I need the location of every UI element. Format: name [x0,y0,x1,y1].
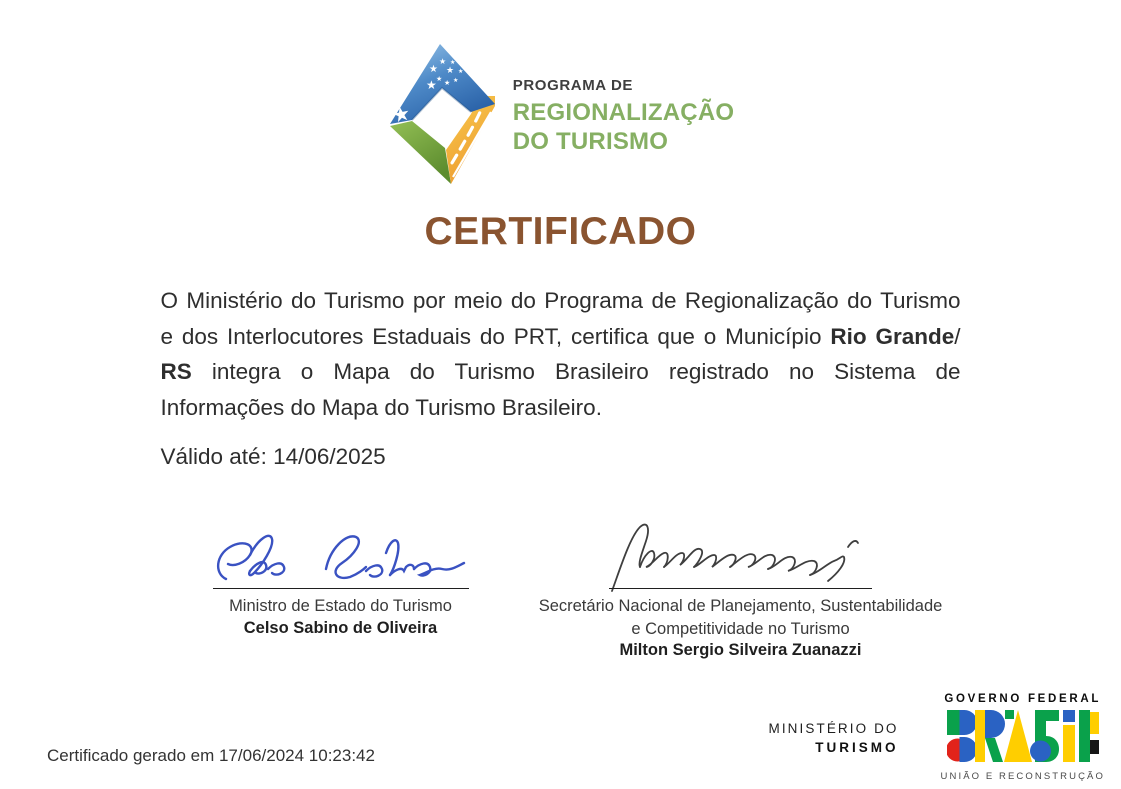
brasil-wordmark-icon [947,710,1099,767]
signature-block-minister [161,502,521,660]
svg-text:★: ★ [438,57,446,66]
program-logo-line3: DO TURISMO [512,127,669,155]
signature-role: Secretário Nacional de Planejamento, Sustentabilidade [538,597,943,615]
validity-text: Válido até: 14/06/2025 [160,444,386,469]
signature-role: Ministro de Estado do Turismo [229,597,452,615]
signature-image-celso [206,502,476,588]
signature-image-milton [596,502,886,588]
ministry-line2: TURISMO [815,739,899,755]
footer-brand [768,693,1105,782]
svg-text:★: ★ [457,68,464,75]
signature-block-secretary [521,502,961,660]
body-line: RS integra o Mapa do Turismo Brasileiro registrado no Sistema de [160,359,961,384]
program-logo-diamond-icon [387,40,497,193]
svg-text:★: ★ [435,75,443,83]
certificate-title: CERTIFICADO [424,210,697,253]
svg-text:★: ★ [428,64,438,75]
body-line: e dos Interlocutores Estaduais do PRT, certifica que o Município Rio Grande/ [160,323,961,349]
program-logo-line1: PROGRAMA DE [512,76,633,94]
generated-note: Certificado gerado em 17/06/2024 10:23:42 [47,746,375,765]
gov-tagline: UNIÃO E RECONSTRUÇÃO [940,771,1105,782]
signature-name: Milton Sergio Silveira Zuanazzi [619,641,862,659]
certificate-body [161,283,961,425]
svg-text:★: ★ [452,77,459,84]
svg-text:★: ★ [445,66,454,76]
body-line: O Ministério do Turismo por meio do Programa de Regionalização do Turismo [160,288,961,313]
ministry-line1: MINISTÉRIO DO [768,720,899,736]
signature-line [213,588,469,589]
program-logo-text [513,77,734,157]
svg-text:★: ★ [389,100,413,128]
signature-name: Celso Sabino de Oliveira [243,618,438,637]
svg-text:★: ★ [449,59,456,66]
program-logo-line2: REGIONALIZAÇÃO [512,98,735,126]
svg-text:★: ★ [443,79,451,87]
signatures-row [161,502,961,660]
signature-line [609,588,872,589]
svg-text:★: ★ [425,78,437,92]
federal-government-logo [941,693,1105,782]
signature-role-line2: e Competitividade no Turismo [631,619,850,638]
program-logo [0,0,1121,193]
ministry-logo [768,721,898,755]
body-line: Informações do Mapa do Turismo Brasileiro. [160,394,602,420]
gov-header: GOVERNO FEDERAL [944,693,1102,705]
